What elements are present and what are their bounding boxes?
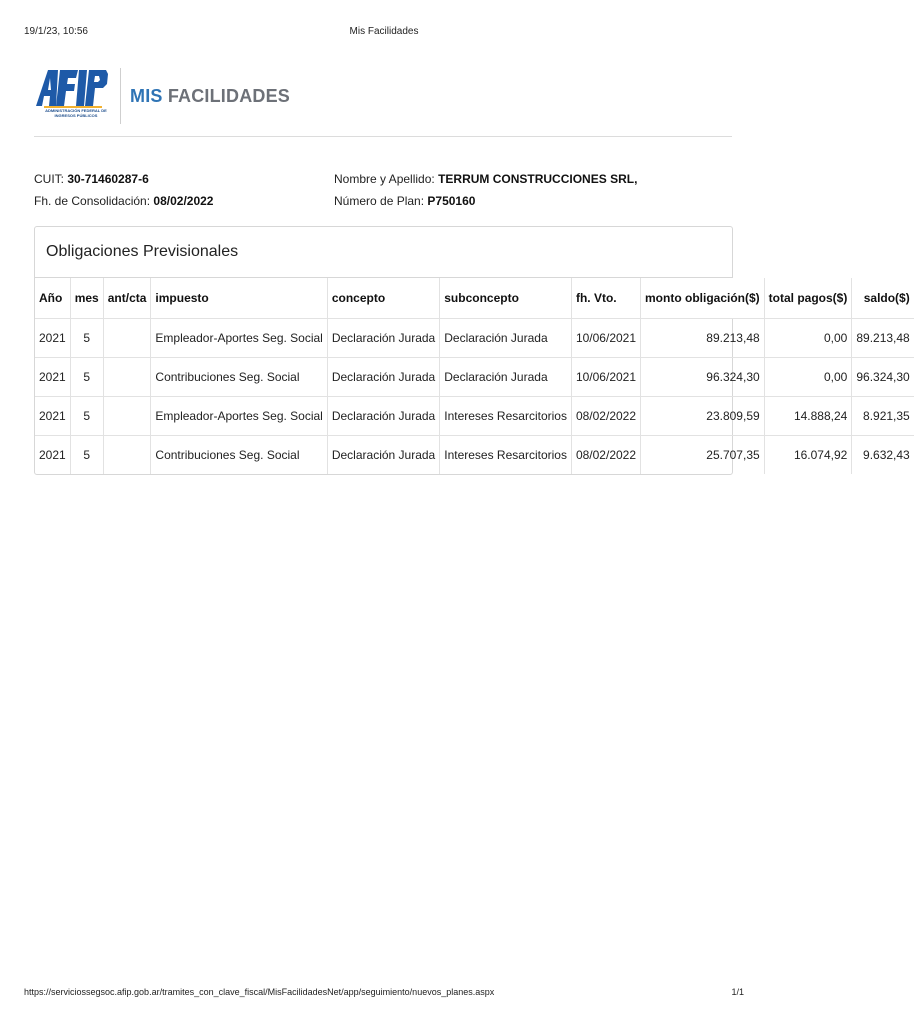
consolidacion-label: Fh. de Consolidación: <box>34 194 151 208</box>
consolidacion-value: 08/02/2022 <box>153 194 214 208</box>
cuit-value: 30-71460287-6 <box>67 172 149 186</box>
cell-antcta <box>103 319 151 358</box>
table-row <box>35 358 914 397</box>
cell-subconcepto: Declaración Jurada <box>440 319 572 358</box>
cell-concepto: Declaración Jurada <box>327 397 439 436</box>
logo-subtitle: ADMINISTRACIÓN FEDERAL DE INGRESOS PÚBLICOS <box>45 108 107 118</box>
nombre-label: Nombre y Apellido: <box>334 172 435 186</box>
print-url: https://serviciossegsoc.afip.gob.ar/tramites_con_clave_fiscal/MisFacilidadesNet/app/seguimiento/nuevos_planes.aspx <box>24 987 495 997</box>
cell-impuesto: Empleador-Aportes Seg. Social <box>151 319 327 358</box>
cell-antcta <box>103 358 151 397</box>
table-row <box>35 397 914 436</box>
col-header-anio: Año <box>35 278 70 319</box>
cell-saldo: 8.921,35 <box>852 397 914 436</box>
cell-impuesto: Empleador-Aportes Seg. Social <box>151 397 327 436</box>
cell-subconcepto: Intereses Resarcitorios <box>440 397 572 436</box>
plan-info-right <box>334 168 637 212</box>
afip-logo <box>34 66 112 124</box>
brand-header <box>34 66 732 126</box>
cell-monto: 23.809,59 <box>641 397 765 436</box>
header-divider <box>34 136 732 137</box>
obligaciones-table <box>35 278 914 474</box>
cuit-label: CUIT: <box>34 172 64 186</box>
cell-monto: 89.213,48 <box>641 319 765 358</box>
col-header-antcta: ant/cta <box>103 278 151 319</box>
col-header-subconcepto: subconcepto <box>440 278 572 319</box>
cell-mes: 5 <box>70 397 103 436</box>
cuit-line <box>34 168 213 190</box>
nombre-value: TERRUM CONSTRUCCIONES SRL, <box>438 172 638 186</box>
app-title-part1: MIS <box>130 86 163 106</box>
cell-saldo: 96.324,30 <box>852 358 914 397</box>
cell-anio: 2021 <box>35 397 70 436</box>
cell-anio: 2021 <box>35 436 70 475</box>
cell-anio: 2021 <box>35 319 70 358</box>
cell-subconcepto: Intereses Resarcitorios <box>440 436 572 475</box>
plan-line <box>334 190 637 212</box>
print-header <box>24 26 744 40</box>
cell-concepto: Declaración Jurada <box>327 319 439 358</box>
cell-concepto: Declaración Jurada <box>327 358 439 397</box>
cell-saldo: 89.213,48 <box>852 319 914 358</box>
cell-saldo: 9.632,43 <box>863 448 910 462</box>
print-title: Mis Facilidades <box>349 26 419 37</box>
cell-pagos: 0,00 <box>764 358 852 397</box>
col-header-monto: monto obligación($) <box>641 278 765 319</box>
print-footer <box>24 987 744 1001</box>
cell-antcta <box>103 397 151 436</box>
print-date: 19/1/23, 10:56 <box>24 26 88 37</box>
app-title <box>130 86 290 107</box>
table-row <box>35 436 914 475</box>
col-header-pagos: total pagos($) <box>764 278 852 319</box>
cell-impuesto: Contribuciones Seg. Social <box>151 436 327 475</box>
cell-pagos: 0,00 <box>764 319 852 358</box>
cell-impuesto: Contribuciones Seg. Social <box>151 358 327 397</box>
cell-pagos: 14.888,24 <box>764 397 852 436</box>
cell-mes: 5 <box>70 319 103 358</box>
card-title: Obligaciones Previsionales <box>35 227 732 278</box>
cell-mes: 5 <box>70 436 103 475</box>
cell-anio: 2021 <box>35 358 70 397</box>
nombre-line <box>334 168 637 190</box>
brand-divider <box>120 68 121 124</box>
app-title-part2: FACILIDADES <box>167 86 291 106</box>
table-row <box>35 319 914 358</box>
cell-vto: 08/02/2022 <box>571 436 640 475</box>
plan-info-left <box>34 168 213 212</box>
cell-concepto: Declaración Jurada <box>327 436 439 475</box>
cell-monto: 25.707,35 <box>641 436 765 475</box>
table-header-row <box>35 278 914 319</box>
col-header-mes: mes <box>70 278 103 319</box>
col-header-saldo: saldo($) <box>852 278 914 319</box>
cell-monto: 96.324,30 <box>641 358 765 397</box>
cell-subconcepto: Declaración Jurada <box>440 358 572 397</box>
plan-label: Número de Plan: <box>334 194 425 208</box>
consolidacion-line <box>34 190 213 212</box>
cell-mes: 5 <box>70 358 103 397</box>
col-header-impuesto: impuesto <box>151 278 327 319</box>
plan-value: P750160 <box>427 194 476 208</box>
print-page-number: 1/1 <box>731 987 744 997</box>
cell-vto: 10/06/2021 <box>571 319 640 358</box>
obligaciones-card <box>34 226 910 475</box>
cell-vto: 10/06/2021 <box>571 358 640 397</box>
col-header-vto: fh. Vto. <box>571 278 640 319</box>
col-header-concepto: concepto <box>327 278 439 319</box>
afip-logo-icon <box>34 66 112 110</box>
cell-antcta <box>103 436 151 475</box>
cell-vto: 08/02/2022 <box>571 397 640 436</box>
cell-pagos: 16.074,92 <box>764 436 852 475</box>
